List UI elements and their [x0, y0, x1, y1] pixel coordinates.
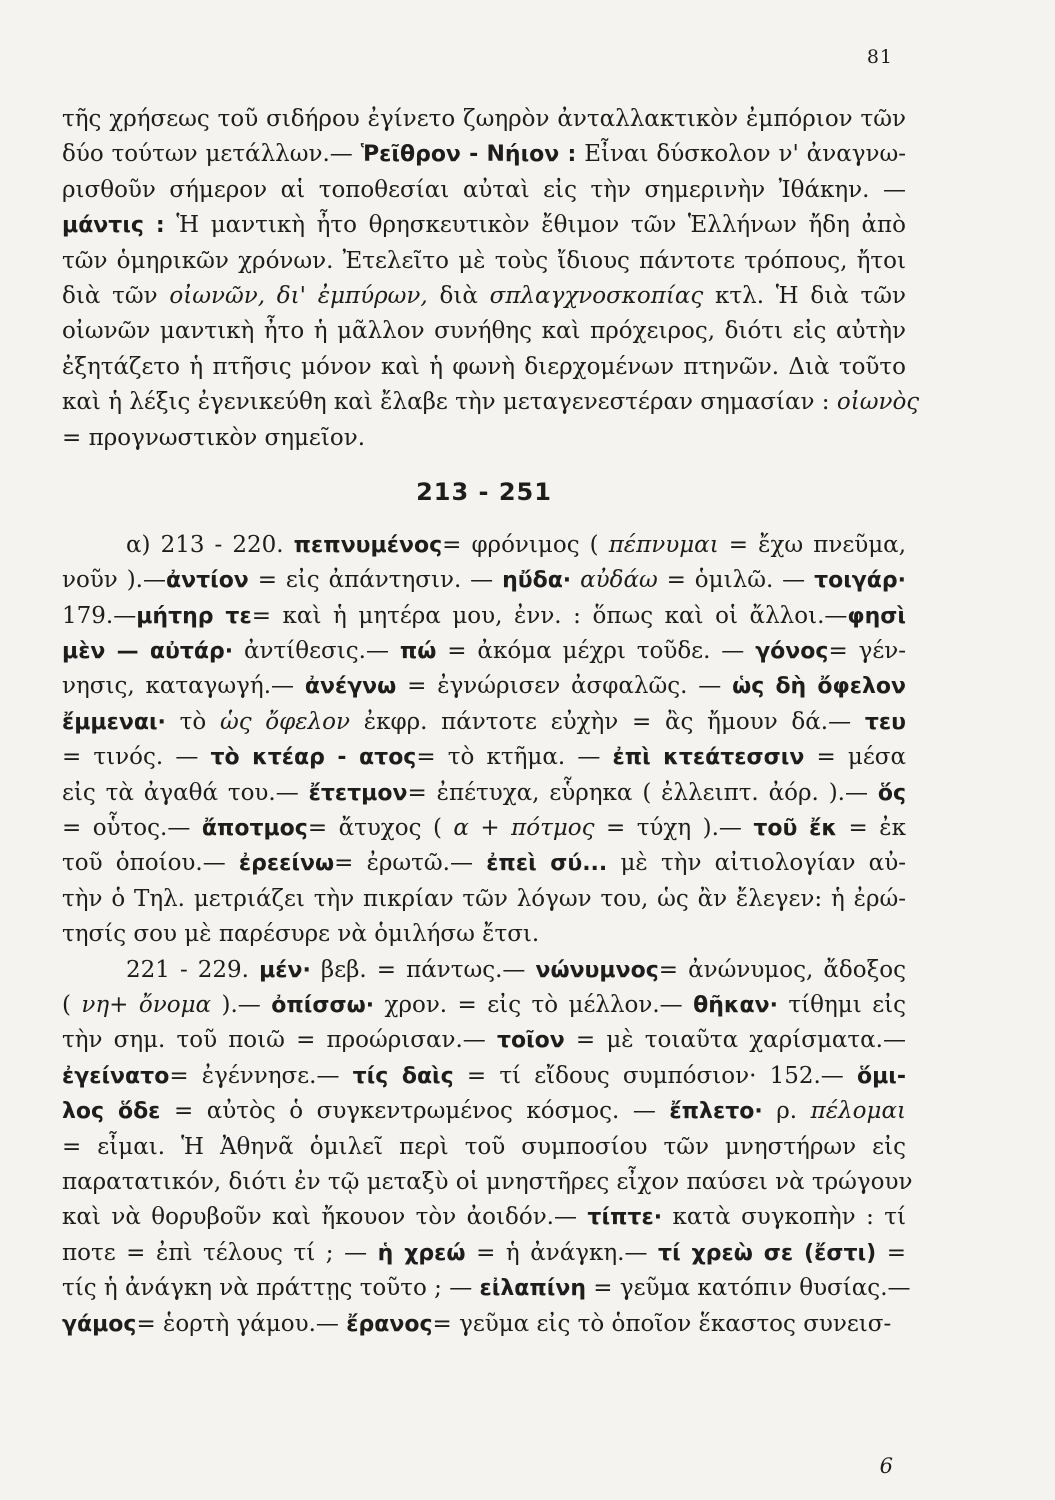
text-segment: = ἄτυχος (	[307, 815, 454, 842]
italic-term: οἰωνὸς	[836, 389, 920, 416]
text-segment: Ἡ μαντικὴ ἦτο θρησκευτικὸν ἔθιμον τῶν Ἑλλήνων ἤδη ἀπὸ	[164, 212, 906, 239]
text-segment: τῆς χρήσεως τοῦ σιδήρου ἐγίνετο ζωηρὸν ἀνταλλακτικὸν ἐμπόριον τῶν	[62, 106, 906, 132]
text-segment: τοῦ ὁποίου.—	[62, 850, 239, 877]
lemma-term: μὲν — αὐτάρ·	[62, 639, 234, 665]
lemma-term: μήτηρ τε	[136, 603, 252, 629]
text-line	[62, 776, 906, 811]
lemma-term: ἀντίον	[165, 568, 249, 594]
text-line	[62, 882, 906, 917]
text-segment: χρον. = εἰς τὸ μέλλον.—	[374, 991, 694, 1018]
text-line	[62, 208, 906, 243]
text-segment: ἐξητάζετο ἡ πτῆσις μόνον καὶ ἡ φωνὴ διερχομένων πτηνῶν. Διὰ τοῦτο	[62, 353, 906, 380]
text-segment: = γεῦμα κατόπιν θυσίας.—	[586, 1275, 911, 1302]
text-segment: = μὲ τοιαῦτα χαρίσματα.—	[564, 1027, 906, 1054]
text-line	[62, 988, 906, 1023]
text-line	[62, 669, 906, 704]
italic-term: αὐδάω	[580, 567, 658, 594]
text-segment: = καὶ ἡ μητέρα μου, ἐνν. : ὅπως καὶ οἱ ἄλλοι.—	[251, 602, 848, 629]
text-line	[62, 528, 906, 563]
italic-term: πέλομαι	[810, 1098, 906, 1125]
lemma-term: Ῥεῖθρον - Νήιον :	[360, 142, 577, 168]
lemma-term: ἀνέγνω	[304, 674, 397, 700]
text-segment: = γέν-	[828, 638, 907, 665]
text-segment: ρισθοῦν σήμερον αἱ τοποθεσίαι αὐταὶ εἰς τὴν σημερινὴν Ἰθάκην. —	[62, 176, 906, 203]
text-segment: = ὁμιλῶ. —	[657, 567, 815, 594]
lemma-term: τίς δαὶς	[352, 1063, 454, 1089]
text-line	[62, 1023, 906, 1058]
text-line	[62, 1271, 911, 1306]
lemma-term: μάντις :	[62, 213, 165, 239]
text-segment: = εἰς ἀπάντησιν. —	[248, 567, 503, 594]
lemma-term: ὅμι-	[856, 1063, 906, 1089]
text-line	[62, 811, 906, 846]
text-line	[62, 1236, 906, 1271]
text-segment: τίς ἡ ἀνάγκη νὰ πράττῃς τοῦτο ; —	[62, 1275, 480, 1302]
lemma-term: ἔπλετο·	[669, 1099, 763, 1125]
text-line	[62, 1059, 906, 1094]
text-segment: = ἐρωτῶ.—	[334, 850, 487, 877]
lemma-term: ἡ χρεώ	[377, 1240, 466, 1266]
text-segment: = ἑορτὴ γάμου.—	[136, 1310, 347, 1337]
text-line	[62, 279, 906, 314]
text-segment: δύο τούτων μετάλλων.—	[62, 141, 361, 168]
text-segment: 221 - 229.	[126, 956, 260, 983]
lemma-term: εἰλαπίνη	[479, 1276, 586, 1302]
lemma-term: τί χρεὼ σε (ἔστι)	[658, 1240, 877, 1266]
text-line	[62, 1307, 906, 1342]
lemma-term: τοιγάρ·	[814, 568, 906, 594]
commentary-text	[62, 102, 920, 1342]
text-segment: = ἡ ἀνάγκη.—	[465, 1239, 659, 1266]
text-line	[62, 385, 920, 420]
text-segment: τὴν ὁ Τηλ. μετριάζει τὴν πικρίαν τῶν λόγων του, ὡς ἂν ἔλεγεν: ἡ ἐρώ-	[62, 885, 906, 912]
text-segment: = φρόνιμος (	[442, 531, 609, 558]
lemma-term: μέν·	[259, 957, 311, 983]
section-heading: 213 - 251	[416, 477, 552, 506]
lemma-term: τοῦ ἔκ	[753, 816, 838, 842]
lemma-term: ὡς δὴ ὄφελον	[732, 674, 906, 700]
lemma-term: πώ	[399, 639, 437, 665]
lemma-term: ἐπεὶ σύ...	[486, 851, 608, 877]
text-segment: παρατατικόν, διότι ἐν τῷ μεταξὺ οἱ μνηστῆρες εἶχον παύσει νὰ τρώγουν	[62, 1168, 913, 1195]
lemma-term: νώνυμνος	[535, 957, 659, 983]
text-segment: = ἀκόμα μέχρι τοῦδε. —	[436, 638, 756, 665]
text-segment: =	[876, 1239, 906, 1266]
text-segment: καὶ νὰ θορυβοῦν καὶ ἤκουον τὸν ἀοιδόν.—	[62, 1204, 588, 1231]
text-segment: Εἶναι δύσκολον ν' ἀναγνω-	[576, 141, 906, 168]
lemma-term: ἄποτμος	[201, 816, 308, 842]
text-line	[62, 705, 906, 740]
text-segment: ρ.	[762, 1098, 811, 1125]
text-segment: ).—	[211, 991, 272, 1018]
text-segment: κατὰ συγκοπὴν : τί	[662, 1204, 906, 1231]
italic-term: νη+ ὄνομα	[81, 991, 212, 1018]
text-segment: α) 213 - 220.	[126, 531, 294, 558]
text-line	[62, 137, 906, 172]
lemma-term: θῆκαν·	[693, 992, 778, 1018]
text-segment: = οὗτος.—	[62, 815, 202, 842]
text-segment: ποτε = ἐπὶ τέλους τί ; —	[62, 1239, 378, 1266]
text-segment: (	[62, 991, 82, 1018]
text-line	[62, 1094, 906, 1129]
italic-term: σπλαγχνοσκοπίας	[489, 282, 704, 309]
text-segment: = ἐγέννησε.—	[169, 1062, 353, 1089]
italic-term: οἰωνῶν, δι' ἐμπύρων,	[169, 282, 428, 309]
lemma-term: γόνος	[755, 639, 829, 665]
lemma-term: ἐπὶ κτεάτεσσιν	[612, 745, 805, 771]
text-segment: ἀντίθεσις.—	[233, 638, 400, 665]
text-segment: διὰ τῶν	[62, 282, 170, 309]
text-line	[62, 1200, 906, 1235]
lemma-term: ἔρανος	[346, 1311, 433, 1337]
page-number: 81	[866, 46, 893, 68]
lemma-term: ἔμμεναι·	[62, 709, 166, 735]
text-segment: τὸ	[165, 708, 220, 735]
text-segment: = τὸ κτῆμα. —	[416, 744, 613, 771]
text-segment: καὶ ἡ λέξις ἐγενικεύθη καὶ ἔλαβε τὴν μεταγενεστέραν σημασίαν :	[62, 389, 837, 416]
text-line	[62, 599, 906, 634]
text-segment: = γεῦμα εἰς τὸ ὁποῖον ἕκαστος συνεισ-	[432, 1310, 892, 1337]
text-segment: = προγνωστικὸν σημεῖον.	[62, 424, 366, 451]
text-segment: = ἐγνώρισεν ἀσφαλῶς. —	[396, 673, 733, 700]
lemma-term: ἐγείνατο	[62, 1063, 170, 1089]
text-segment: = ἔχω πνεῦμα,	[718, 531, 907, 558]
italic-term: πέπνυμαι	[608, 531, 719, 558]
lemma-term: τὸ κτέαρ - ατος	[210, 745, 417, 771]
lemma-term: ἐρεείνω	[238, 851, 335, 877]
text-segment: = τινός. —	[62, 744, 211, 771]
text-line	[62, 740, 906, 775]
text-line	[62, 634, 906, 669]
text-segment: = μέσα	[804, 744, 906, 771]
lemma-term: ηὔδα·	[502, 568, 572, 594]
lemma-term: τοῖον	[496, 1028, 565, 1054]
text-line	[62, 846, 906, 881]
text-segment: οἰωνῶν μαντικὴ ἦτο ἡ μᾶλλον συνήθης καὶ πρόχειρος, διότι εἰς αὐτὴν	[62, 318, 906, 345]
text-segment: 179.—	[62, 602, 137, 629]
lemma-term: τίπτε·	[587, 1205, 663, 1231]
text-segment: = ἐπέτυχα, εὗρηκα ( ἐλλειπτ. ἀόρ. ).—	[407, 779, 878, 806]
text-line	[62, 421, 906, 456]
text-segment: = τύχη ).—	[594, 815, 754, 842]
text-segment: νησις, καταγωγή.—	[62, 673, 305, 700]
lemma-term: πεπνυμένος	[293, 532, 443, 558]
text-segment: = αὐτὸς ὁ συγκεντρωμένος κόσμος. —	[160, 1098, 670, 1125]
italic-term: ὡς ὄφελον	[219, 708, 351, 735]
text-segment: τὴν σημ. τοῦ ποιῶ = προώρισαν.—	[62, 1027, 497, 1054]
lemma-term: ὀπίσσω·	[271, 992, 375, 1018]
text-segment: κτλ. Ἡ διὰ τῶν	[703, 282, 906, 309]
lemma-term: ὅς	[877, 780, 907, 806]
text-line	[62, 102, 906, 137]
text-segment: = ἀνώνυμος, ἄδοξος	[658, 956, 906, 983]
text-segment: τησίς σου μὲ παρέσυρε νὰ ὁμιλήσω ἔτσι.	[62, 921, 540, 948]
lemma-term: ἔτετμον	[308, 780, 408, 806]
lemma-term: τευ	[864, 709, 906, 735]
text-line	[62, 173, 906, 208]
text-line	[62, 563, 906, 598]
text-segment: τίθημι εἰς	[778, 991, 907, 1018]
text-segment: ἐκφρ. πάντοτε εὐχὴν = ἂς ἤμουν δά.—	[350, 708, 865, 735]
text-line	[62, 1165, 913, 1200]
signature-mark: 6	[879, 1454, 893, 1478]
text-line	[62, 350, 906, 385]
italic-term: α + πότμος	[453, 815, 595, 842]
lemma-term: λος ὅδε	[62, 1099, 161, 1125]
text-line	[62, 1130, 906, 1165]
text-segment	[571, 567, 580, 593]
lemma-term: γάμος	[62, 1311, 137, 1337]
lemma-term: φησὶ	[847, 603, 906, 629]
text-segment: βεβ. = πάντως.—	[310, 956, 536, 983]
text-segment: νοῦν ).—	[62, 567, 166, 594]
text-line	[62, 244, 906, 279]
text-line	[62, 953, 906, 988]
text-line	[62, 314, 906, 349]
text-segment: διὰ	[427, 282, 490, 309]
text-segment: = τί εἴδους συμπόσιον· 152.—	[453, 1062, 857, 1089]
text-segment: τῶν ὁμηρικῶν χρόνων. Ἐτελεῖτο μὲ τοὺς ἴδιους πάντοτε τρόπους, ἤτοι	[62, 247, 906, 274]
text-segment: = ἐκ	[837, 815, 906, 842]
text-line	[62, 917, 906, 952]
text-segment: = εἶμαι. Ἡ Ἀθηνᾶ ὁμιλεῖ περὶ τοῦ συμποσίου τῶν μνηστήρων εἰς	[62, 1133, 906, 1160]
text-segment: εἰς τὰ ἀγαθά του.—	[62, 779, 309, 806]
text-segment: μὲ τὴν αἰτιολογίαν αὐ-	[607, 850, 906, 877]
